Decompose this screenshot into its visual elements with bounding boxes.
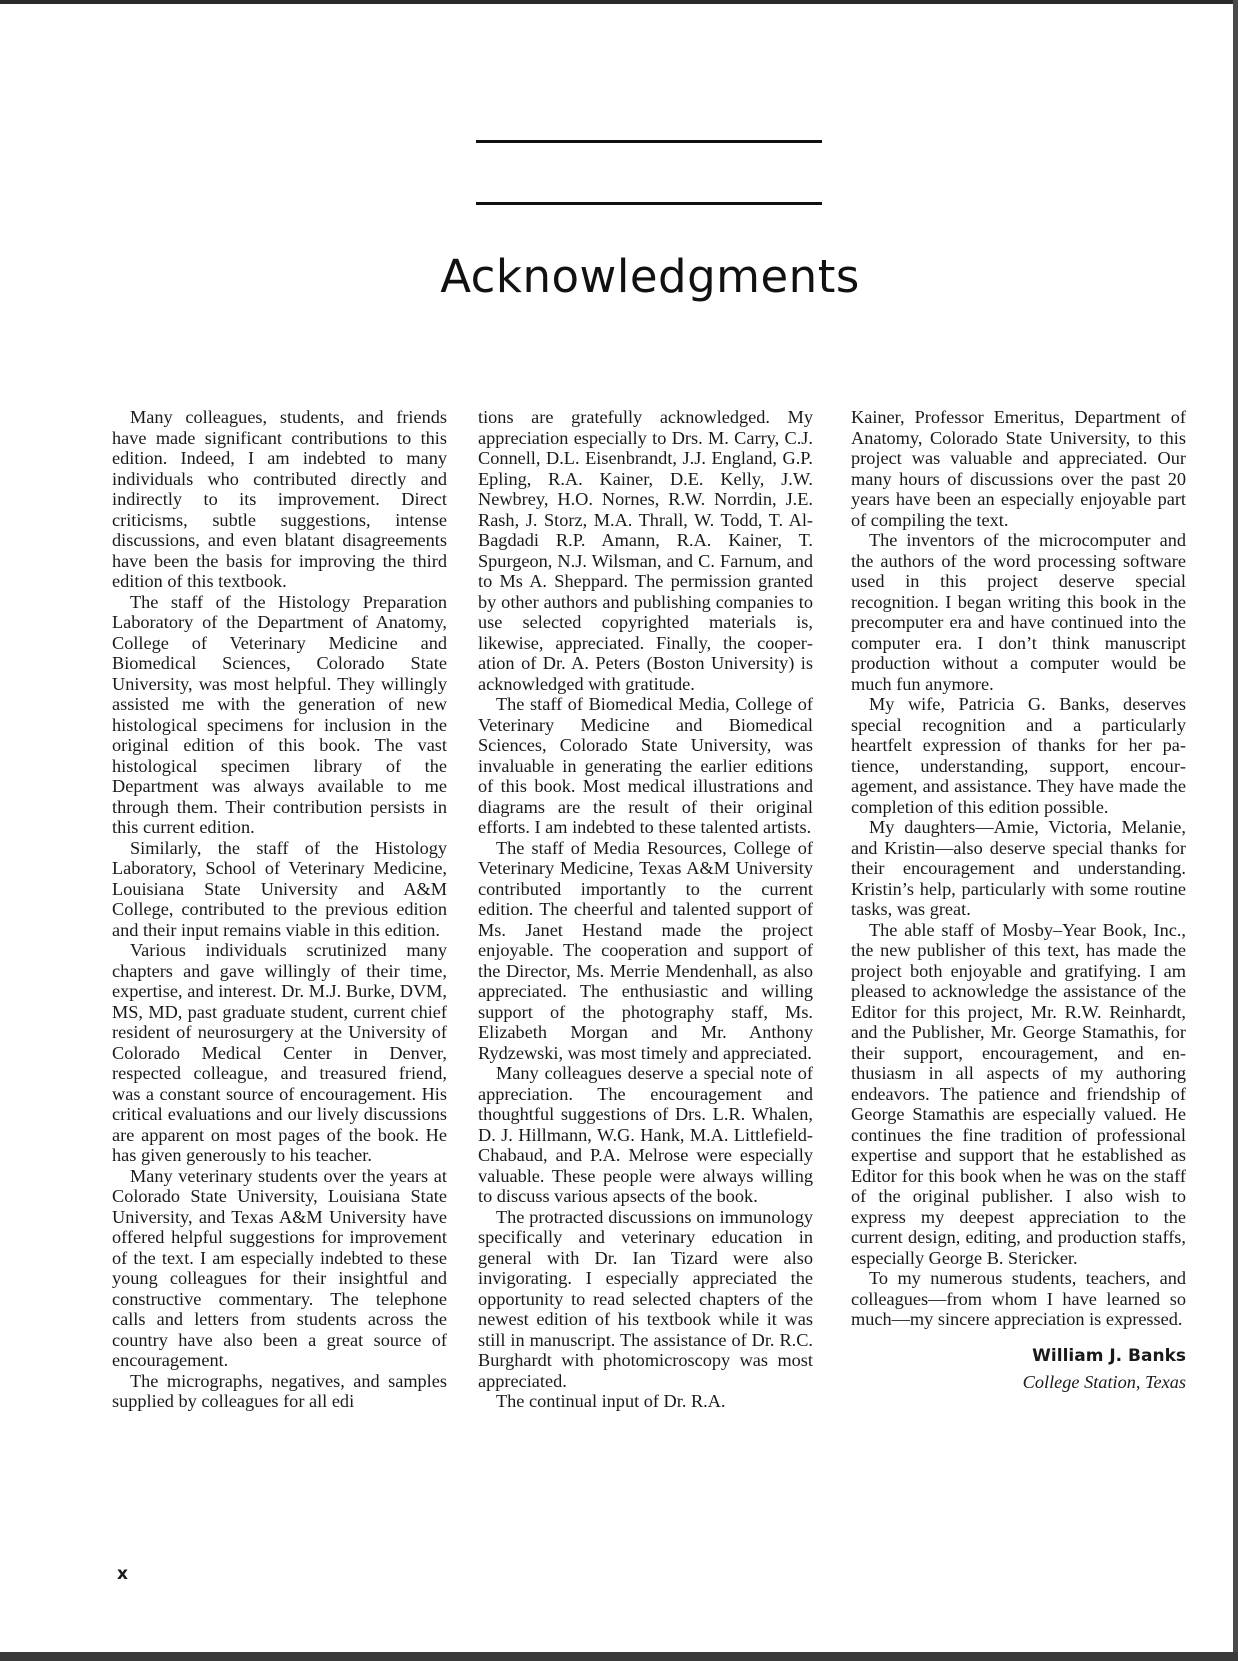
paragraph: Various individuals scrutinized many chapters and gave willingly of their time, expertise, and interest. Dr. M.J. Burke, DVM, MS, MD, past graduate student, current chief resident of neurosurgery at the University of Colorado Medical Center in Denver, respected colleague, and treasured friend, was a constant source of encouragement. His critical evaluations and our lively discussions are apparent on most pages of the book. He has given generously to his teacher. xyxy=(112,940,447,1165)
paragraph: Similarly, the staff of the Histology Laboratory, School of Veterinary Medicine, Louisiana State University and A&M College, contributed to the previous edition and their input remains viable in this edition. xyxy=(112,837,447,940)
author-name: William J. Banks xyxy=(1032,1345,1186,1366)
page-title: Acknowledgments xyxy=(440,250,860,303)
page-number: x xyxy=(117,1564,128,1584)
paragraph: The able staff of Mosby–Year Book, Inc., the new publisher of this text, has made the project both enjoyable and gratifying. I am pleased to acknowledge the assistance of the Editor for this project, Mr. R.W. Reinhardt, and the Publisher, Mr. George Stamathis, for their support, encouragement, and enthusiasm in all aspects of my authoring endeavors. The patience and friendship of George Stamathis are especially valued. He continues the fine tradition of professional expertise and support that he established as Editor for this book when he was on the staff of the original publisher. I also wish to express my deepest appreciation to the current design, editing, and production staffs, especially George B. Stericker. xyxy=(851,919,1186,1268)
paragraph: The continual input of Dr. R.A. xyxy=(496,1391,726,1411)
paragraph: The protracted discussions on immunology specifically and veterinary education in general with Dr. Ian Tizard were also invigorating. I especially appreciated the opportunity to read selected chapters of the newest edition of his textbook while it was still in manuscript. The assistance of Dr. R.C. Burghardt with photomicroscopy was most appreciated. xyxy=(478,1206,813,1391)
paragraph: tions are gratefully acknowledged. My appreciation especially to Drs. M. Carry, C.J. Connell, D.L. Eisenbrandt, J.J. England, G.P. Epling, R.A. Kainer, D.E. Kelly, J.W. Newbrey, H.O. Nornes, R.W. Norrdin, J.E. Rash, J. Storz, M.A. Thrall, W. Todd, T. Al-Bagdadi R.P. Amann, R.A. Kainer, T. Spurgeon, N.J. Wilsman, and C. Farnum, and to Ms A. Sheppard. The permission granted by other authors and publishing companies to use selected copyrighted materials is, likewise, appreciated. Finally, the cooperation of Dr. A. Peters (Boston University) is acknowledged with gratitude. xyxy=(478,407,813,694)
text-column-3 xyxy=(851,407,1186,1393)
text-column-1 xyxy=(112,407,447,1412)
paragraph: The staff of Biomedical Media, College of Veterinary Medicine and Biomedical Sciences, Colorado State University, was invaluable in generating the earlier editions of this book. Most medical illustrations and diagrams are the result of their original efforts. I am indebted to these talented artists. xyxy=(478,694,813,837)
scan-edge-right xyxy=(1233,0,1238,1661)
paragraph: Many colleagues deserve a special note of appreciation. The encouragement and thoughtful suggestions of Drs. L.R. Whalen, D. J. Hillmann, W.G. Hank, M.A. Littlefield-Chabaud, and P.A. Melrose were especially valuable. These people were always willing to discuss various apsects of the book. xyxy=(478,1063,813,1206)
paragraph: The inventors of the microcomputer and the authors of the word processing software used in this project deserve special recognition. I began writing this book in the precomputer era and have continued into the computer era. I don’t think manuscript production without a computer would be much fun anymore. xyxy=(851,530,1186,694)
scan-edge-top xyxy=(0,0,1238,4)
paragraph: My wife, Patricia G. Banks, deserves special recognition and a particularly heartfelt expression of thanks for her patience, understanding, support, encouragement, and assistance. They have made the completion of this edition possible. xyxy=(851,694,1186,817)
paragraph: My daughters—Amie, Victoria, Melanie, and Kristin—also deserve special thanks for their encouragement and understanding. Kristin’s help, particularly with some routine tasks, was great. xyxy=(851,817,1186,919)
paragraph: The staff of Media Resources, College of Veterinary Medicine, Texas A&M University contributed importantly to the current edition. The cheerful and talented support of Ms. Janet Hestand made the project enjoyable. The cooperation and support of the Director, Ms. Merrie Mendenhall, as also appreciated. The enthusiastic and willing support of the photography staff, Ms. Elizabeth Morgan and Mr. Anthony Rydzewski, was most timely and appreciated. xyxy=(478,837,813,1063)
paragraph: The micrographs, negatives, and samples supplied by colleagues for all edi xyxy=(112,1370,447,1411)
decorative-rule-top xyxy=(476,140,822,143)
scan-edge-bottom xyxy=(0,1652,1238,1661)
paragraph: The staff of the Histology Preparation Laboratory of the Department of Anatomy, College of Veterinary Medicine and Biomedical Sciences, Colorado State University, was most helpful. They willingly assisted me with the generation of new histological specimens for inclusion in the original edition of this book. The vast histological specimen library of the Department was always available to me through them. Their contribution persists in this current edition. xyxy=(112,591,447,837)
paragraph: To my numerous students, teachers, and colleagues—from whom I have learned so much—my sincere appreciation is expressed. xyxy=(851,1268,1186,1329)
paragraph: Many colleagues, students, and friends have made significant contributions to this edition. Indeed, I am indebted to many individuals who contributed directly and indirectly to its improvement. Direct criticisms, subtle suggestions, intense discussions, and even blatant disagreements have been the basis for improving the third edition of this textbook. xyxy=(112,407,447,591)
paragraph: Many veterinary students over the years at Colorado State University, Louisiana State University, and Texas A&M University have offered helpful suggestions for improvement of the text. I am especially indebted to these young colleagues for their insightful and constructive commentary. The telephone calls and letters from students across the country have also been a great source of encouragement. xyxy=(112,1165,447,1370)
paragraph: Kainer, Professor Emeritus, Department of Anatomy, Colorado State University, to this project was valuable and appreciated. Our many hours of discussions over the past 20 years have been an especially enjoyable part of compiling the text. xyxy=(851,407,1186,530)
text-column-2 xyxy=(478,407,813,1412)
signature-block xyxy=(851,1346,1186,1393)
author-location: College Station, Texas xyxy=(1022,1372,1186,1392)
decorative-rule-bottom xyxy=(476,202,822,205)
